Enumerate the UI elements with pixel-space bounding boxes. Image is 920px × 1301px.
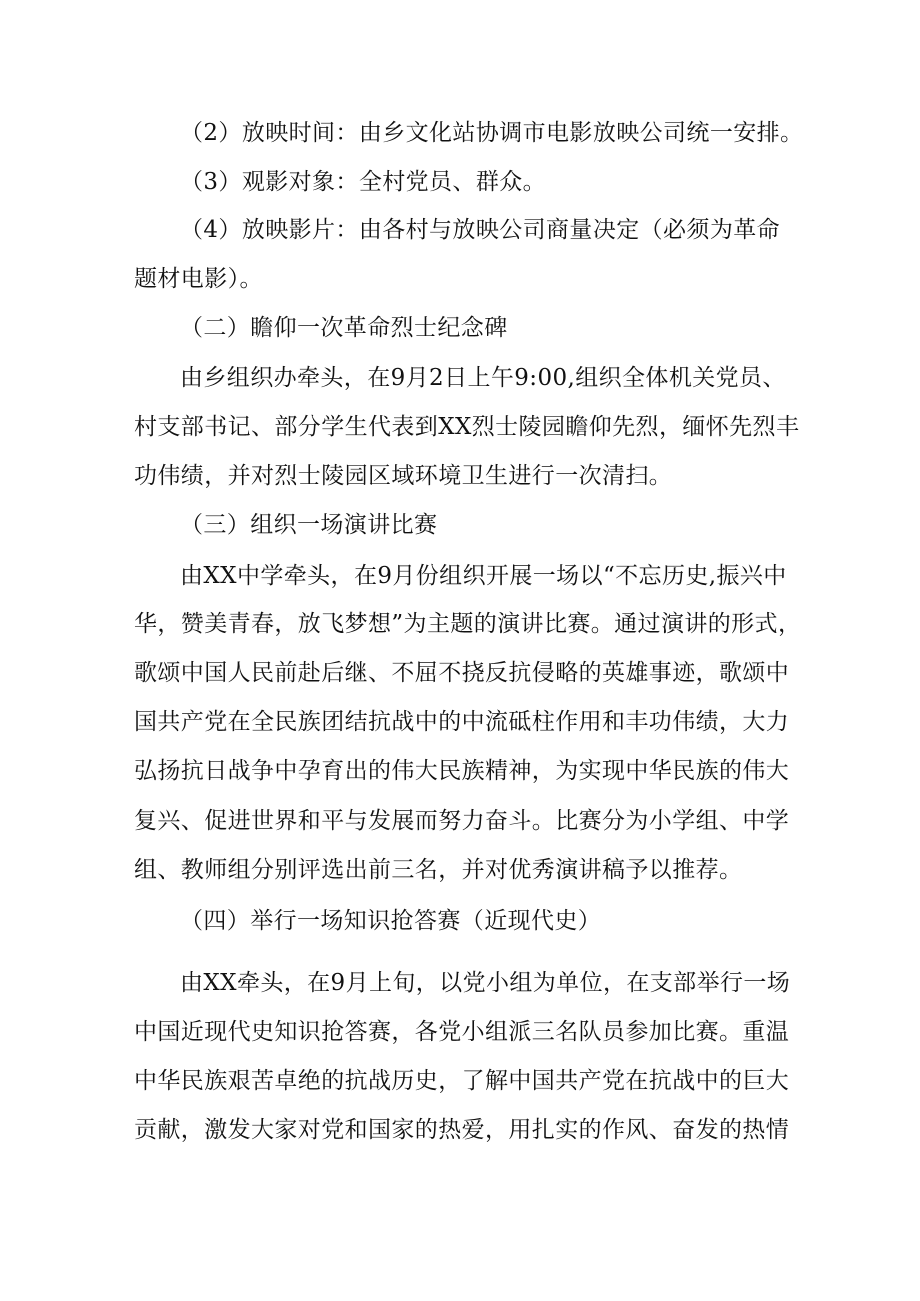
text-line-11: 华，赞美青春，放飞梦想”为主题的演讲比赛。通过演讲的形式， [134, 611, 802, 637]
text-line-10: 由XX中学牵头，在9月份组织开展一场以“不忘历史,振兴中 [180, 563, 787, 589]
text-line-3: （4）放映影片：由各村与放映公司商量决定（必须为革命 [180, 217, 781, 243]
text-line-15: 复兴、促进世界和平与发展而努力奋斗。比赛分为小学组、中学 [134, 808, 790, 834]
text-line-1: （2）放映时间：由乡文化站协调市电影放映公司统一安排。 [180, 120, 804, 146]
text-line-16: 组、教师组分别评选出前三名，并对优秀演讲稿予以推荐。 [134, 857, 743, 883]
text-line-21: 贡献，激发大家对党和国家的热爱，用扎实的作风、奋发的热情 [134, 1117, 790, 1143]
text-line-13: 国共产党在全民族团结抗战中的中流砥柱作用和丰功伟绩，大力 [134, 709, 790, 735]
section-heading-3: （三）组织一场演讲比赛 [180, 512, 438, 538]
text-line-20: 中华民族艰苦卓绝的抗战历史，了解中国共产党在抗战中的巨大 [134, 1068, 790, 1094]
text-line-4: 题材电影）。 [134, 266, 263, 292]
text-line-6: 由乡组织办牵头，在9月2日上午9:00,组织全体机关党员、 [180, 365, 786, 391]
section-heading-4: （四）举行一场知识抢答赛（近现代史） [180, 908, 602, 934]
text-line-19: 中国近现代史知识抢答赛，各党小组派三名队员参加比赛。重温 [134, 1019, 790, 1045]
text-line-7: 村支部书记、部分学生代表到XX烈士陵园瞻仰先烈，缅怀先烈丰 [134, 414, 800, 440]
text-line-14: 弘扬抗日战争中孕育出的伟大民族精神，为实现中华民族的伟大 [134, 758, 790, 784]
text-line-18: 由XX牵头，在9月上旬，以党小组为单位，在支部举行一场 [180, 970, 791, 996]
text-line-12: 歌颂中国人民前赴后继、不屈不挠反抗侵略的英雄事迹，歌颂中 [134, 660, 790, 686]
text-line-8: 功伟绩，并对烈士陵园区域环境卫生进行一次清扫。 [134, 463, 673, 489]
section-heading-2: （二）瞻仰一次革命烈士纪念碑 [180, 315, 508, 341]
text-line-2: （3）观影对象：全村党员、群众。 [180, 169, 547, 195]
